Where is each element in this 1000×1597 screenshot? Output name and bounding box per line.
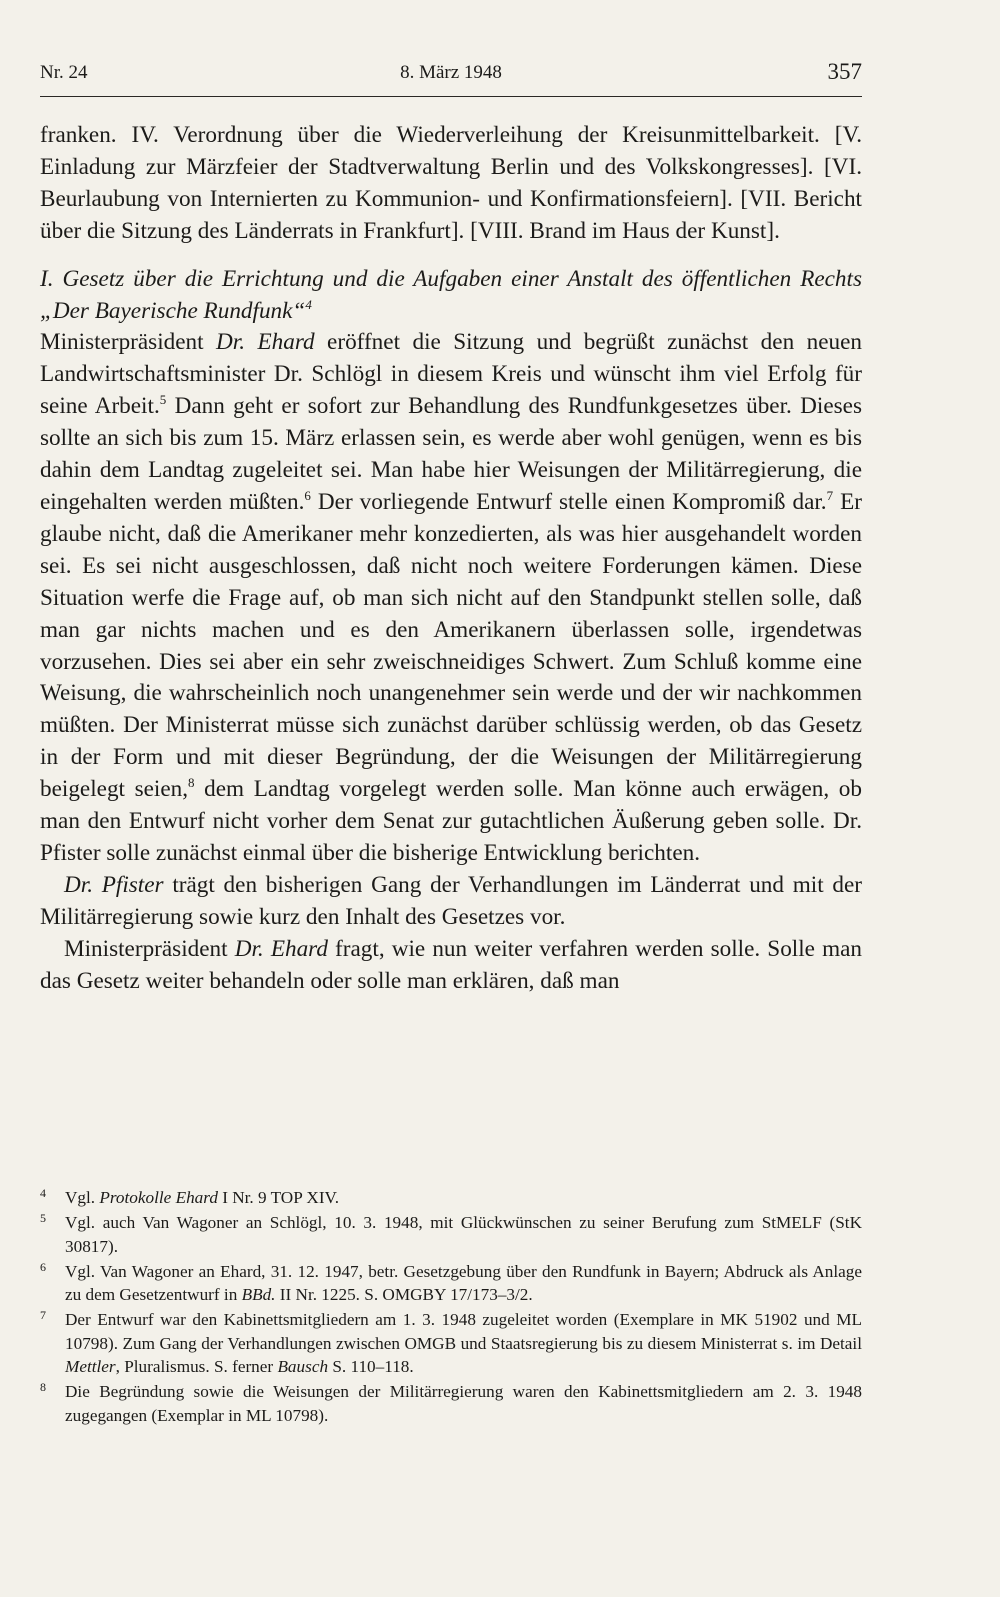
source-author: Bausch [277, 1357, 329, 1377]
footnote-number: 7 [40, 1308, 46, 1323]
text-run: , Pluralismus. S. ferner [115, 1357, 278, 1377]
footnote-ref-8[interactable]: 8 [188, 775, 195, 791]
footnote-8 [40, 1380, 862, 1427]
text-run: eröffnet die Sitzung und begrüßt zunächst den neuen Landwirtschaftsminister Dr. Schlögl in diesem Kreis und wünscht ihm viel Erfolg für seine Arbeit. [40, 329, 862, 420]
text-run: Ministerpräsident [40, 329, 217, 356]
source-author: Mettler [65, 1357, 116, 1377]
text-run: Vgl. auch Van Wagoner an Schlögl, 10. 3. 1948, mit Glückwünschen zu seiner Berufung zum StMELF (StK 30817). [65, 1213, 862, 1256]
speaker-name: Dr. Ehard [216, 329, 315, 356]
footnotes [40, 1186, 862, 1429]
text-run: fragt, wie nun weiter verfahren werden solle. Solle man das Gesetz weiter behandeln oder solle man erklären, daß man [40, 935, 863, 994]
text-run: II Nr. 1225. S. OMGBY 17/173–3/2. [275, 1285, 533, 1305]
paragraph-ehard-question [40, 934, 862, 998]
source-title: Protokolle Ehard [99, 1188, 218, 1207]
footnote-number: 5 [40, 1211, 46, 1226]
page-number: 357 [827, 59, 862, 84]
text-run: Der vorliegende Entwurf stelle einen Kompromiß dar. [310, 488, 827, 515]
footnote-number: 4 [40, 1186, 46, 1200]
text-run: Vgl. Van Wagoner an Ehard, 31. 12. 1947, betr. Gesetzgebung über den Rundfunk in Bayern; Abdruck als Anlage zu dem Gesetzentwurf in [65, 1261, 862, 1305]
footnote-number: 6 [40, 1259, 46, 1274]
footnote-6 [40, 1260, 862, 1307]
text-run: trägt den bisherigen Gang der Verhandlungen im Länderrat und mit der Militärregierung sowie kurz den Inhalt des Gesetzes vor. [40, 871, 862, 930]
paragraph-agenda-continued: franken. IV. Verordnung über die Wiederverleihung der Kreisunmittelbarkeit. [V. Einladung zur Märzfeier der Stadtverwaltung Berlin und des Volkskongresses]. [VI. Beurlaubung von Internierten zu Kommunion- und Konfirmationsfeiern]. [VII. Bericht über die Sitzung des Länderrats in Frankfurt]. [VIII. Brand im Haus der Kunst]. [40, 122, 862, 244]
footnote-7 [40, 1308, 862, 1378]
section-heading [40, 264, 862, 328]
document-number: Nr. 24 [40, 62, 88, 83]
text-run: dem Landtag vorgelegt werden solle. Man könne auch erwägen, ob man den Entwurf nicht vorher dem Senat zur gutachtlichen Äußerung geben solle. Dr. Pfister solle zunächst einmal über die bisherige Entwicklung berichten. [40, 776, 862, 866]
text-run: S. 110–118. [328, 1357, 414, 1377]
header-rule [40, 96, 862, 97]
footnote-4 [40, 1186, 862, 1209]
text-run: Er glaube nicht, daß die Amerikaner mehr konzedierten, als was hier ausgehandelt worden sei. Es sei nicht ausgeschlossen, daß nicht noch weitere Forderungen kämen. Diese Situation werfe die Frage auf, ob man sich nicht auf den Standpunkt stellen solle, daß man gar nichts machen und es den Amerikanern überlassen solle, irgendetwas vorzusehen. Dies sei aber ein sehr zweischneidiges Schwert. Zum Schluß komme eine Weisung, die wahrscheinlich noch unangenehmer sein werde und der wir nachkommen müßten. Der Ministerrat müsse sich zunächst darüber schlüssig werden, ob das Gesetz in der Form und mit dieser Begründung, der die Weisungen der Militärregierung beigelegt seien, [40, 488, 862, 803]
text-run: Dann geht er sofort zur Behandlung des Rundfunkgesetzes über. Dieses sollte an sich bis zum 15. März erlassen sein, es werde aber wohl genügen, wenn es bis dahin dem Landtag zugeleitet sei. Man habe hier Weisungen der Militärregierung, die eingehalten werden müßten. [40, 393, 862, 515]
text-run: Der Entwurf war den Kabinettsmitgliedern am 1. 3. 1948 zugeleitet worden (Exemplare in MK 51902 und ML 10798). Zum Gang der Verhandlungen zwischen OMGB und Staatsregierung bis zu diesem Ministerrat s. im Detail [65, 1310, 862, 1353]
footnote-5 [40, 1211, 862, 1258]
text-run: Ministerpräsident [64, 935, 235, 962]
footnote-number: 8 [40, 1380, 46, 1395]
text-run: I Nr. 9 TOP XIV. [217, 1188, 340, 1207]
footnote-ref-7[interactable]: 7 [826, 487, 834, 503]
speaker-name: Dr. Pfister [64, 871, 164, 898]
main-text [40, 120, 862, 997]
section-heading-text: I. Gesetz über die Errichtung und die Aufgaben einer Anstalt des öffentlichen Rechts „Der Bayerische Rundfunk“ [40, 265, 862, 324]
header-date: 8. März 1948 [400, 62, 502, 83]
footnote-ref-5[interactable]: 5 [159, 392, 167, 408]
text-run: Die Begründung sowie die Weisungen der Militärregierung waren den Kabinettsmitgliedern am 2. 3. 1948 zugegangen (Exemplar in ML 10798). [65, 1382, 862, 1425]
source-title: BBd. [241, 1285, 276, 1305]
paragraph-pfister [40, 870, 862, 934]
speaker-name: Dr. Ehard [234, 935, 328, 962]
footnote-ref-4[interactable]: 4 [305, 296, 312, 312]
footnote-ref-6[interactable]: 6 [304, 487, 311, 503]
paragraph-ehard-opening [40, 327, 862, 869]
text-run: Vgl. [65, 1188, 100, 1207]
running-header [40, 59, 862, 92]
